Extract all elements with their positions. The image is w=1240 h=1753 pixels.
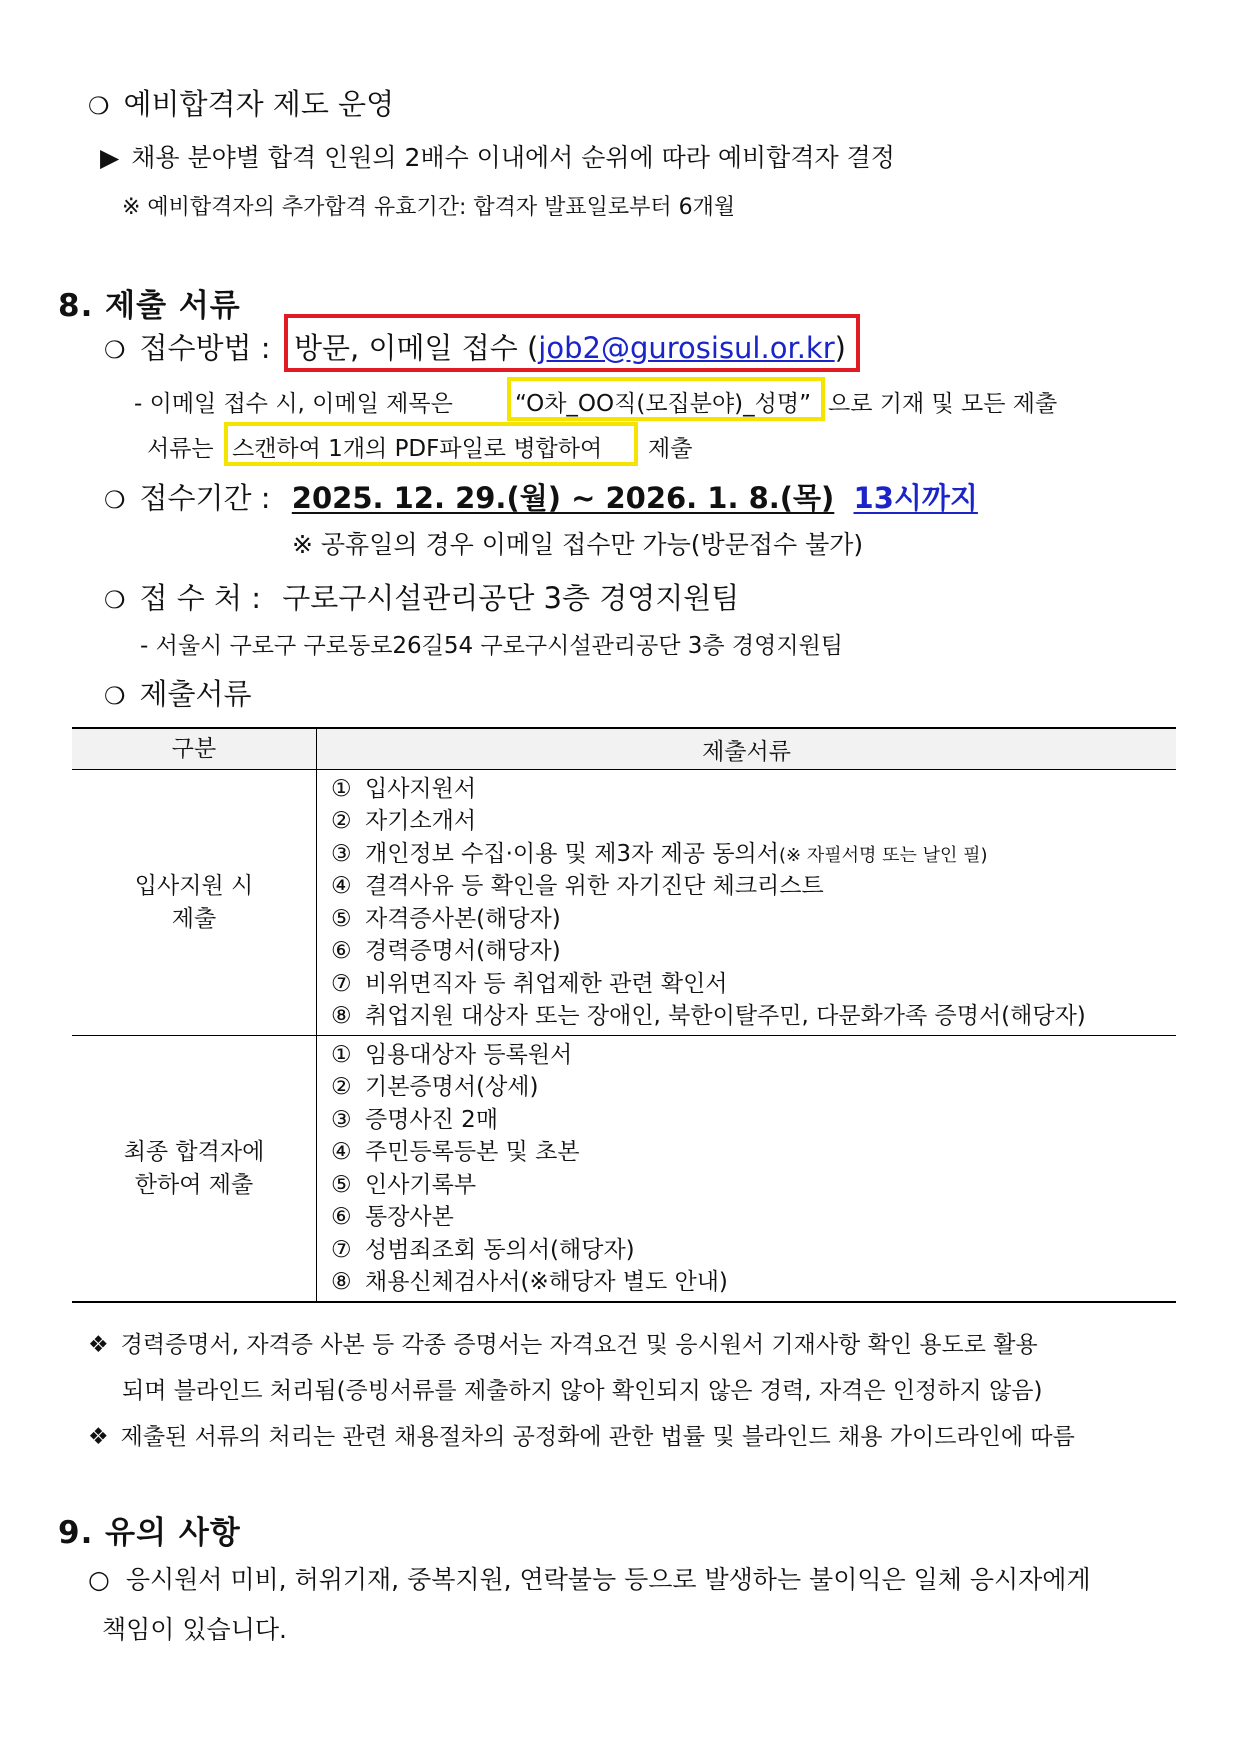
section9-line1: ○ 응시원서 미비, 허위기재, 중복지원, 연락불능 등으로 발생하는 불이익은 일체 응시자에게 bbox=[88, 1565, 1091, 1594]
note1-line1: ❖ 경력증명서, 자격증 사본 등 각종 증명서는 자격요건 및 응시원서 기재사항 확인 용도로 활용 bbox=[88, 1332, 1038, 1358]
method-label: 접수방법 : bbox=[139, 331, 271, 365]
list-item: ② 자기소개서 bbox=[331, 808, 477, 834]
signature-note: (※ 자필서명 또는 날인 필) bbox=[779, 844, 988, 866]
docs-line bbox=[104, 672, 252, 713]
email-note2-suffix: 제출 bbox=[648, 436, 693, 462]
section9-heading: 9. 유의 사항 bbox=[58, 1515, 241, 1551]
note1-line2: 되며 블라인드 처리됨(증빙서류를 제출하지 않아 확인되지 않은 경력, 자격은 인정하지 않음) bbox=[122, 1378, 1043, 1404]
hollow-circle-icon: ❍ bbox=[104, 586, 126, 614]
list-item: ⑥ 경력증명서(해당자) bbox=[331, 938, 561, 964]
hollow-circle-icon: ❍ bbox=[104, 682, 126, 710]
list-item: ⑦ 비위면직자 등 취업제한 관련 확인서 bbox=[331, 970, 728, 997]
list-item: ⑦ 성범죄조회 동의서(해당자) bbox=[331, 1236, 635, 1263]
table-row bbox=[72, 770, 1176, 1036]
row1-category-line2: 제출 bbox=[171, 905, 217, 932]
reserve-detail-line bbox=[100, 138, 895, 174]
reserve-title: 예비합격자 제도 운영 bbox=[123, 87, 395, 121]
period-note: ※ 공휴일의 경우 이메일 접수만 가능(방문접수 불가) bbox=[292, 530, 864, 559]
list-item: ⑧ 취업지원 대상자 또는 장애인, 북한이탈주민, 다문화가족 증명서(해당자) bbox=[331, 1003, 1086, 1029]
list-item: ④ 결격사유 등 확인을 위한 자기진단 체크리스트 bbox=[331, 873, 824, 899]
section9-line2: 책임이 있습니다. bbox=[102, 1615, 287, 1644]
table-row bbox=[72, 1036, 1176, 1303]
email-note-suffix: 으로 기재 및 모든 제출 bbox=[828, 391, 1058, 417]
list-item: ⑤ 인사기록부 bbox=[331, 1171, 477, 1198]
list-item: ① 임용대상자 등록원서 bbox=[331, 1041, 573, 1068]
section8-heading: 8. 제출 서류 bbox=[58, 288, 241, 324]
diamond-icon: ❖ bbox=[88, 1424, 109, 1450]
list-item: ③ 증명사진 2매 bbox=[331, 1106, 499, 1133]
table-header-category: 구분 bbox=[72, 728, 317, 770]
method-value-line bbox=[294, 326, 846, 367]
row1-category bbox=[72, 770, 317, 1036]
reserve-detail: 채용 분야별 합격 인원의 2배수 이내에서 순위에 따라 예비합격자 결정 bbox=[131, 143, 895, 172]
reserve-note: ※ 예비합격자의 추가합격 유효기간: 합격자 발표일로부터 6개월 bbox=[122, 195, 736, 220]
docs-label: 제출서류 bbox=[139, 677, 252, 711]
email-note2-highlight: 스캔하여 1개의 PDF파일로 병합하여 bbox=[232, 436, 603, 462]
arrow-right-icon: ▶ bbox=[100, 143, 120, 172]
row1-category-line1: 입사지원 시 bbox=[134, 872, 254, 899]
email-note2-prefix: 서류는 bbox=[147, 436, 214, 462]
row2-category-line1: 최종 합격자에 bbox=[123, 1138, 265, 1165]
documents-table bbox=[72, 727, 1176, 1303]
reserve-title-line bbox=[88, 82, 394, 123]
method-value: 방문, 이메일 접수 ( bbox=[294, 331, 539, 365]
list-item: ⑤ 자격증사본(해당자) bbox=[331, 905, 561, 932]
email-note-prefix: - 이메일 접수 시, 이메일 제목은 bbox=[134, 391, 453, 417]
diamond-icon: ❖ bbox=[88, 1332, 109, 1358]
hollow-circle-icon: ❍ bbox=[104, 486, 126, 514]
list-item: ⑥ 통장사본 bbox=[331, 1204, 454, 1230]
row2-category bbox=[72, 1036, 317, 1303]
email-note-line1 bbox=[134, 385, 453, 418]
method-line bbox=[104, 326, 271, 367]
row1-items bbox=[317, 770, 1177, 1036]
hollow-circle-icon: ❍ bbox=[104, 336, 126, 364]
table-header-documents: 제출서류 bbox=[317, 728, 1177, 770]
email-link[interactable]: job2@gurosisul.or.kr bbox=[538, 331, 835, 365]
period-value: 2025. 12. 29.(월) ~ 2026. 1. 8.(목) bbox=[291, 481, 835, 515]
place-value: 구로구시설관리공단 3층 경영지원팀 bbox=[282, 581, 740, 615]
note2: ❖ 제출된 서류의 처리는 관련 채용절차의 공정화에 관한 법률 및 블라인드 채용 가이드라인에 따름 bbox=[88, 1424, 1075, 1450]
circle-bullet-icon: ○ bbox=[88, 1565, 110, 1594]
list-item: ② 기본증명서(상세) bbox=[331, 1074, 539, 1100]
method-close: ) bbox=[834, 331, 846, 365]
period-label: 접수기간 : bbox=[139, 481, 271, 515]
list-item: ⑧ 채용신체검사서(※해당자 별도 안내) bbox=[331, 1269, 728, 1295]
row2-category-line2: 한하여 제출 bbox=[134, 1171, 254, 1198]
list-item: ③ 개인정보 수집·이용 및 제3자 제공 동의서(※ 자필서명 또는 날인 필) bbox=[331, 840, 988, 867]
list-item: ① 입사지원서 bbox=[331, 775, 477, 802]
address: - 서울시 구로구 구로동로26길54 구로구시설관리공단 3층 경영지원팀 bbox=[140, 633, 844, 659]
email-subject: “O차_OO직(모집분야)_성명” bbox=[515, 391, 812, 417]
period-time: 13시까지 bbox=[853, 481, 978, 515]
table-header-row bbox=[72, 728, 1176, 770]
list-item: ④ 주민등록등본 및 초본 bbox=[331, 1139, 580, 1165]
row2-items bbox=[317, 1036, 1177, 1303]
place-line bbox=[104, 576, 739, 617]
hollow-circle-icon: ❍ bbox=[88, 92, 110, 120]
period-line bbox=[104, 476, 978, 517]
place-label: 접 수 처 : bbox=[139, 581, 261, 615]
